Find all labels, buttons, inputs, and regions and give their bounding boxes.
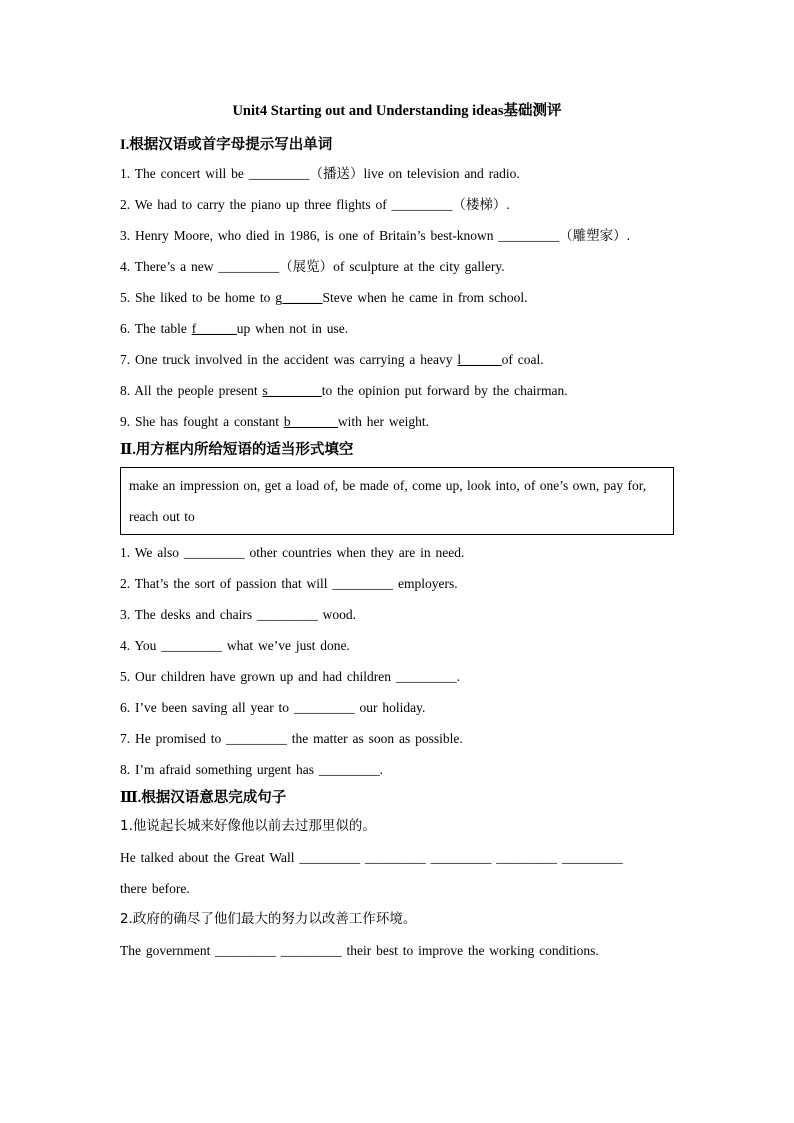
s2-item-3: 3. The desks and chairs _________ wood.: [120, 607, 356, 622]
s1-item-8-blank: s________: [262, 383, 322, 398]
s2-item-2: 2. That’s the sort of passion that will _________ employers.: [120, 576, 458, 591]
s1-item-9-lead: 9. She has fought a constant: [120, 414, 284, 429]
s3-item-2-en: The government _________ _________ their best to improve the working conditions.: [120, 943, 599, 958]
s1-item-1: 1. The concert will be _________（播送）live on television and radio.: [120, 166, 520, 181]
s3-item-1-en: He talked about the Great Wall _________ _________ _________ _________ _________: [120, 850, 623, 865]
s1-item-7-lead: 7. One truck involved in the accident was carrying a heavy: [120, 352, 458, 367]
s1-item-3: 3. Henry Moore, who died in 1986, is one of Britain’s best-known _________（雕塑家）.: [120, 228, 630, 243]
s1-item-5: [120, 282, 674, 313]
s1-item-5-lead: 5. She liked to be home to: [120, 290, 276, 305]
s3-item-2-zh: 2.政府的确尽了他们最大的努力以改善工作环境。: [120, 911, 417, 927]
s2-item-8: 8. I’m afraid something urgent has _________.: [120, 762, 383, 777]
phrase-box: make an impression on, get a load of, be made of, come up, look into, of one’s own, pay for, reach out to: [120, 467, 674, 535]
section-2-heading: Ⅱ.用方框内所给短语的适当形式填空: [120, 442, 354, 458]
s1-item-9-blank: b_______: [283, 414, 338, 429]
worksheet-content: [120, 100, 674, 966]
s1-item-6-blank: f______: [191, 321, 237, 336]
s1-item-5-tail: Steve when he came in from school.: [322, 290, 528, 305]
s1-item-8: [120, 375, 674, 406]
s2-item-5: 5. Our children have grown up and had children _________.: [120, 669, 461, 684]
page-title: Unit4 Starting out and Understanding ideas基础测评: [232, 103, 562, 119]
s1-item-6-lead: 6. The table: [120, 321, 192, 336]
section-1-heading: I.根据汉语或首字母提示写出单词: [120, 137, 333, 153]
s3-item-1-en-cont: there before.: [120, 881, 190, 896]
s1-item-9: [120, 406, 674, 437]
s1-item-4: 4. There’s a new _________（展览）of sculpture at the city gallery.: [120, 259, 505, 274]
s1-item-5-blank: g______: [275, 290, 323, 305]
s2-item-6: 6. I’ve been saving all year to _________ our holiday.: [120, 700, 426, 715]
s1-item-7-blank: l______: [457, 352, 502, 367]
s2-item-4: 4. You _________ what we’ve just done.: [120, 638, 350, 653]
s1-item-6: [120, 313, 674, 344]
section-3-heading: Ⅲ.根据汉语意思完成句子: [120, 790, 287, 806]
s1-item-6-tail: up when not in use.: [236, 321, 349, 336]
s1-item-7-tail: of coal.: [501, 352, 544, 367]
s1-item-2: 2. We had to carry the piano up three flights of _________（楼梯）.: [120, 197, 510, 212]
s1-item-8-lead: 8. All the people present: [120, 383, 263, 398]
s3-item-1-zh: 1.他说起长城来好像他以前去过那里似的。: [120, 818, 376, 834]
s1-item-8-tail: to the opinion put forward by the chairman.: [321, 383, 568, 398]
s1-item-7: [120, 344, 674, 375]
s1-item-9-tail: with her weight.: [337, 414, 429, 429]
s2-item-7: 7. He promised to _________ the matter as soon as possible.: [120, 731, 463, 746]
s2-item-1: 1. We also _________ other countries when they are in need.: [120, 545, 465, 560]
